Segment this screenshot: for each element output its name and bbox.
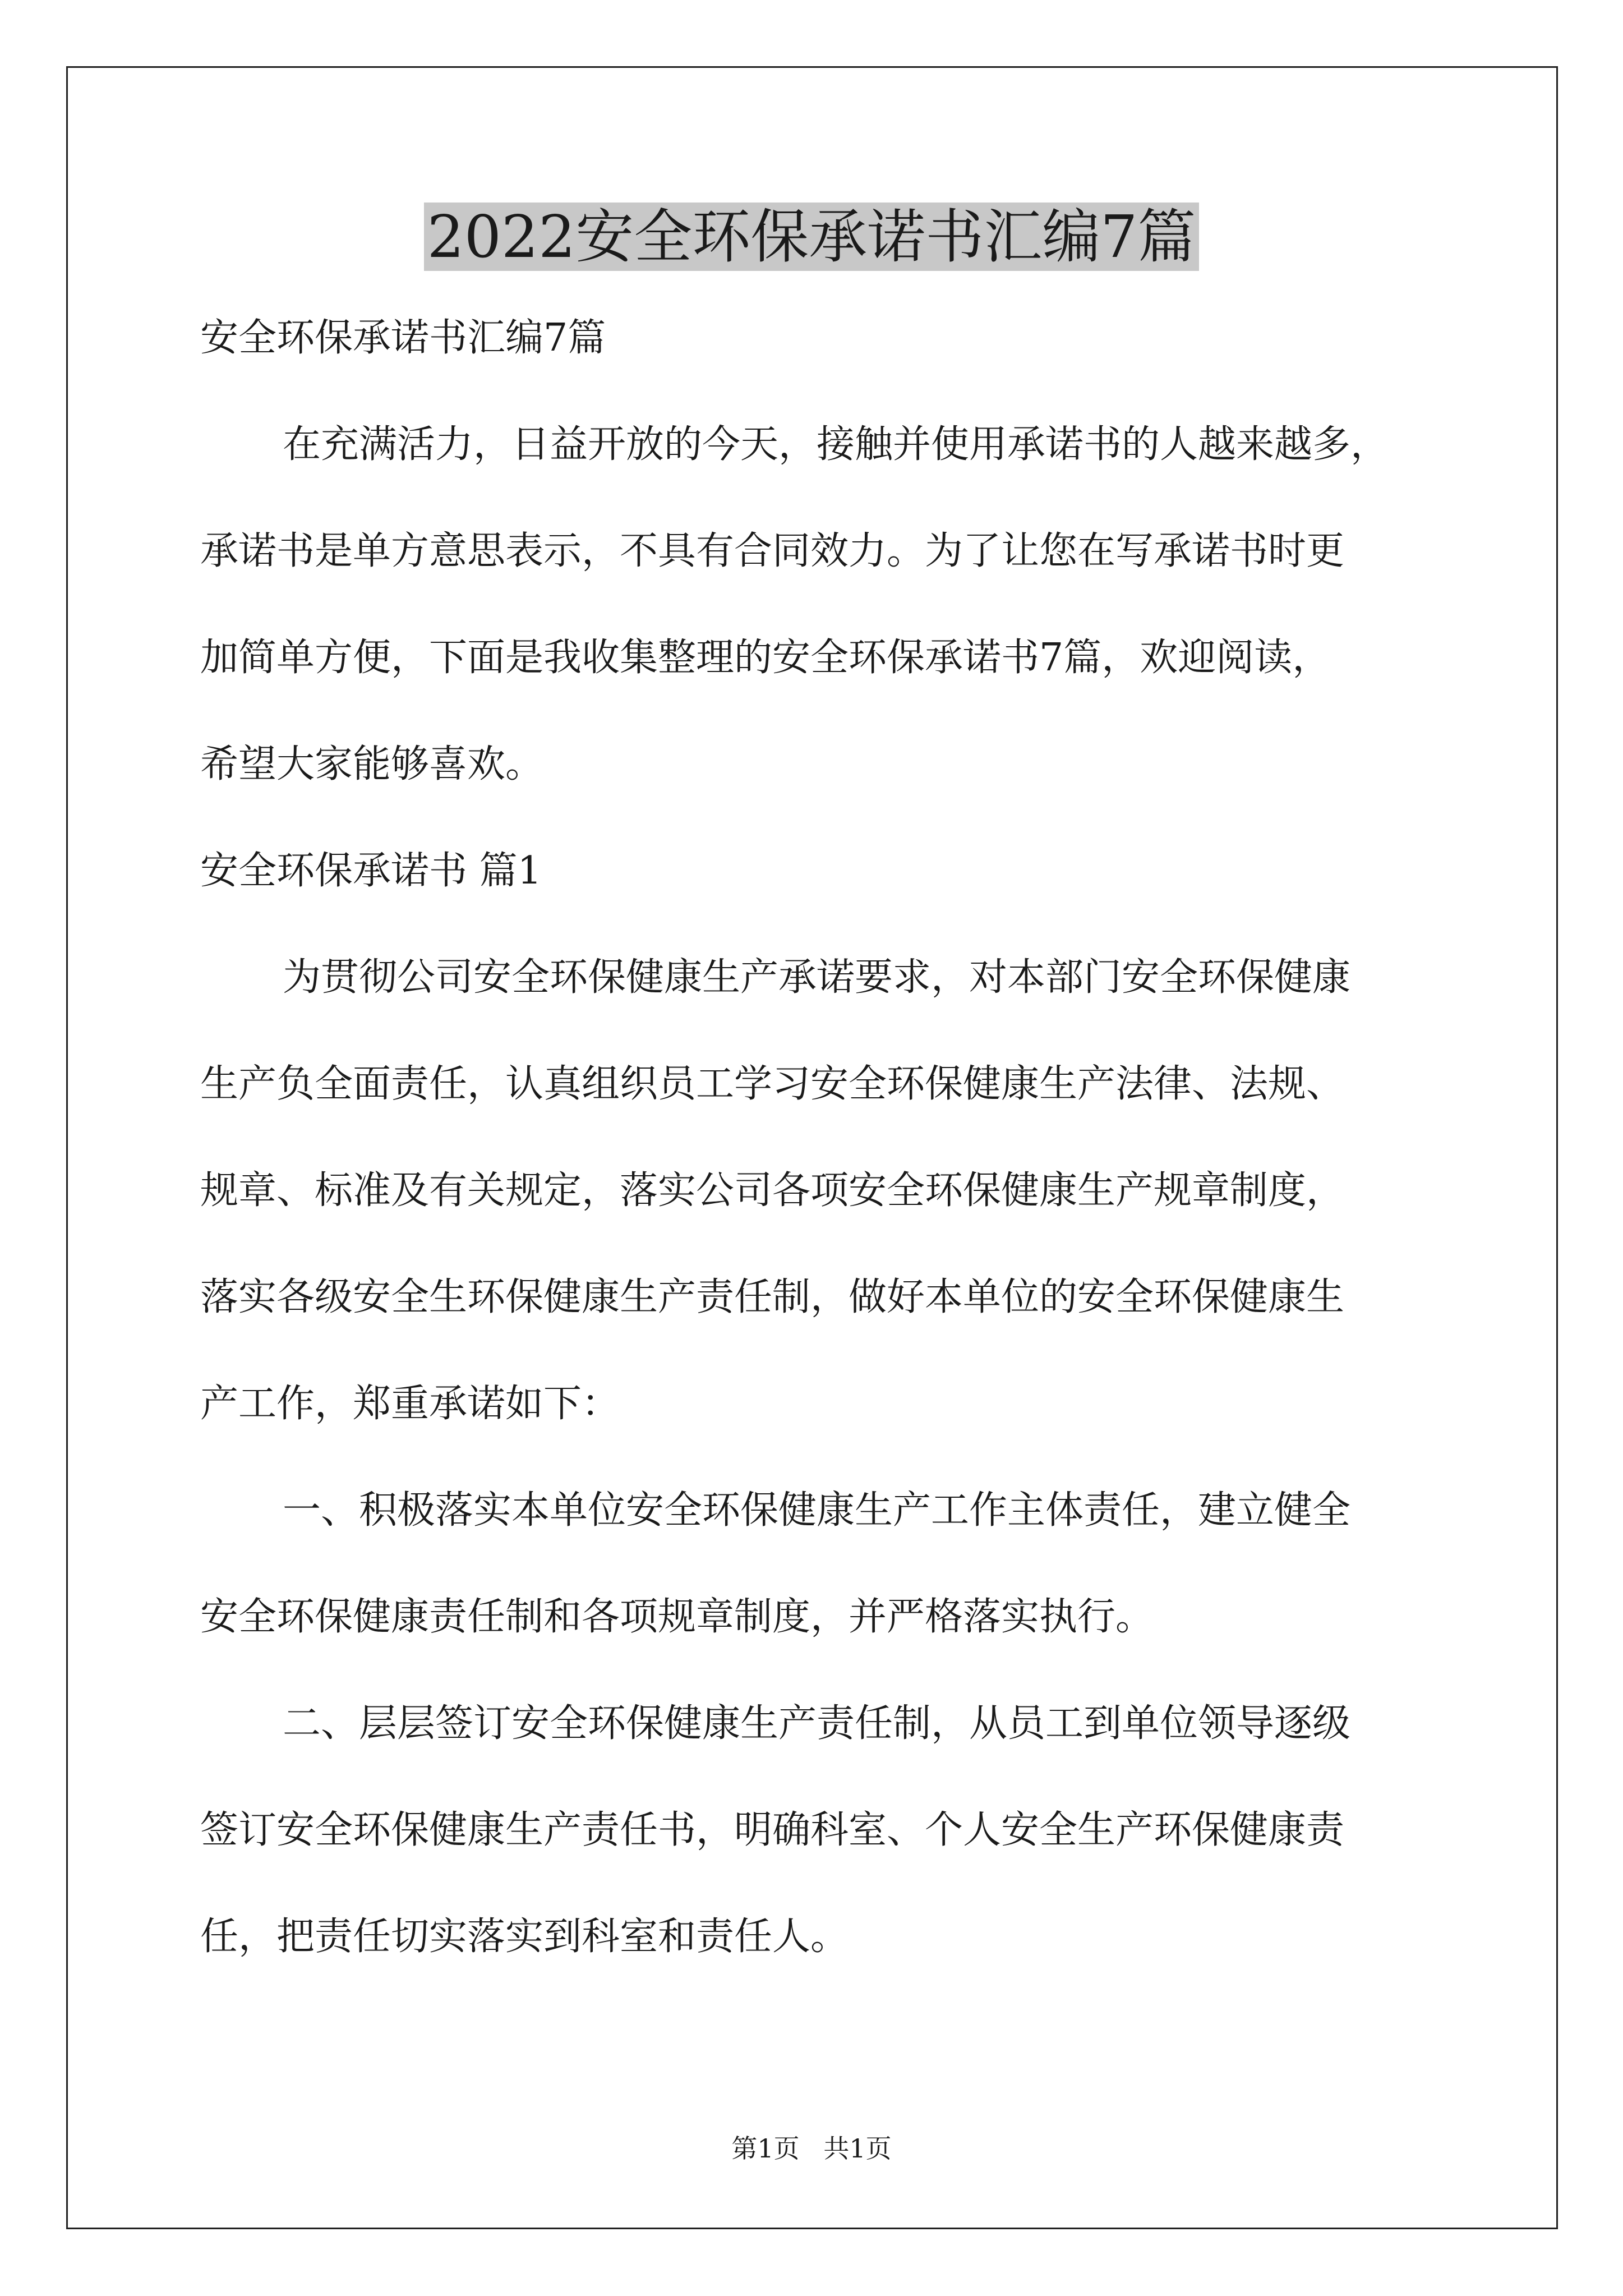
paragraph-line: 规章、标准及有关规定，落实公司各项安全环保健康生产规章制度， [200,1168,1345,1213]
paragraph-line: 加简单方便，下面是我收集整理的安全环保承诺书7篇，欢迎阅读， [200,636,1331,680]
paragraph-line: 为贯彻公司安全环保健康生产承诺要求，对本部门安全环保健康 [283,955,1351,1000]
paragraph-line: 希望大家能够喜欢。 [200,742,544,786]
subtitle-line: 安全环保承诺书汇编7篇 [200,316,606,360]
paragraph-line: 产工作，郑重承诺如下： [200,1382,620,1426]
page-number-current: 第1页 [731,2133,800,2164]
section-heading: 安全环保承诺书 篇1 [200,849,542,893]
paragraph-line: 生产负全面责任，认真组织员工学习安全环保健康生产法律、法规、 [200,1062,1345,1106]
paragraph-line: 二、层层签订安全环保健康生产责任制，从员工到单位领导逐级 [283,1701,1351,1746]
page-footer [0,2132,1623,2165]
paragraph-line: 签订安全环保健康生产责任书，明确科室、个人安全生产环保健康责 [200,1808,1345,1852]
page-border [66,66,1558,2229]
paragraph-line: 一、积极落实本单位安全环保健康生产工作主体责任，建立健全 [283,1488,1351,1533]
paragraph-line: 在充满活力，日益开放的今天，接触并使用承诺书的人越来越多， [283,422,1389,467]
document-title-text: 2022安全环保承诺书汇编7篇 [424,203,1200,271]
paragraph-line: 任，把责任切实落实到科室和责任人。 [200,1915,849,1959]
paragraph-line: 落实各级安全生环保健康生产责任制，做好本单位的安全环保健康生 [200,1275,1345,1319]
paragraph-line: 承诺书是单方意思表示，不具有合同效力。为了让您在写承诺书时更 [200,529,1345,573]
document-title [0,197,1623,276]
page-number-total: 共1页 [823,2133,892,2164]
paragraph-line: 安全环保健康责任制和各项规章制度，并严格落实执行。 [200,1595,1154,1639]
